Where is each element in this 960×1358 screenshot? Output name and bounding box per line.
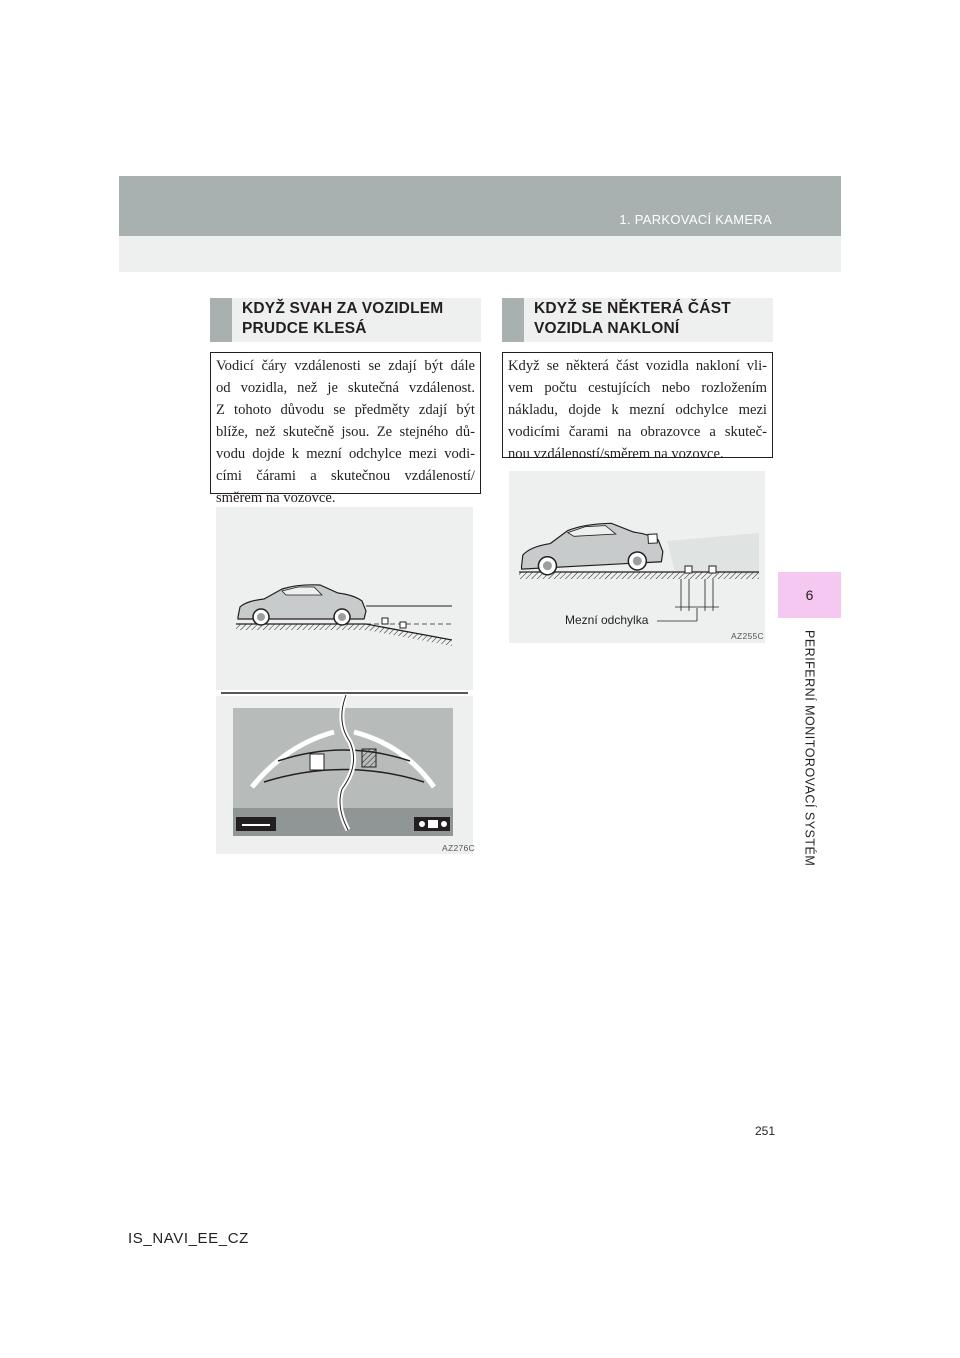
obstacle-box-far xyxy=(400,622,406,628)
ground-hatching xyxy=(236,624,452,646)
obstacle-box-near xyxy=(685,566,692,573)
car-icon xyxy=(238,585,366,625)
chapter-tab[interactable] xyxy=(778,572,841,618)
header-subband xyxy=(119,236,841,272)
left-section-text: Vodicí čáry vzdálenosti se zdají být dále od vozidla, než je skutečná vzdálenost. Z tohoto důvodu se předměty zdají být blíže, než skutečně jsou. Ze stejného dů- vodu dojde k mezní odchylce mezi vodi- cími čárami a skutečnou vzdáleností/ směrem na vozovce. xyxy=(210,352,481,494)
right-section-title: KDYŽ SE NĚKTERÁ ČÁST VOZIDLA NAKLONÍ xyxy=(534,300,731,337)
ground-hatching xyxy=(519,572,759,579)
footer-code: IS_NAVI_EE_CZ xyxy=(128,1230,249,1247)
section-label: 1. PARKOVACÍ KAMERA xyxy=(619,212,772,227)
header-band xyxy=(119,176,841,236)
car-icon xyxy=(519,521,663,577)
figure-code: AZ255C xyxy=(731,631,764,641)
deviation-marks xyxy=(657,579,719,621)
chapter-title-text: PERIFERNÍ MONITOROVACÍ SYSTÉM xyxy=(802,630,817,867)
slope-diagram xyxy=(216,507,473,854)
camera-screen xyxy=(233,695,453,836)
deviation-label: Mezní odchylka xyxy=(565,613,649,627)
heading-bar xyxy=(502,298,524,342)
figure-code: AZ276C xyxy=(442,843,475,853)
tilt-illustration xyxy=(509,471,765,643)
slope-illustration xyxy=(216,507,473,854)
left-section-heading xyxy=(210,298,481,342)
chapter-title xyxy=(778,630,841,870)
right-section-heading xyxy=(502,298,773,342)
obstacle-box-far xyxy=(709,566,716,573)
obstacle-box-near xyxy=(382,618,388,624)
right-section-text: Když se některá část vozidla nakloní vli- vem počtu cestujících nebo rozložením nákladu, dojde k mezní odchylce mezi vodicími čarami na obrazovce a skuteč- nou vzdáleností/směrem na vozovce. xyxy=(502,352,773,458)
left-section-title: KDYŽ SVAH ZA VOZIDLEM PRUDCE KLESÁ xyxy=(242,300,444,337)
page-number: 251 xyxy=(755,1124,776,1138)
chapter-number: 6 xyxy=(805,587,814,603)
heading-bar xyxy=(210,298,232,342)
